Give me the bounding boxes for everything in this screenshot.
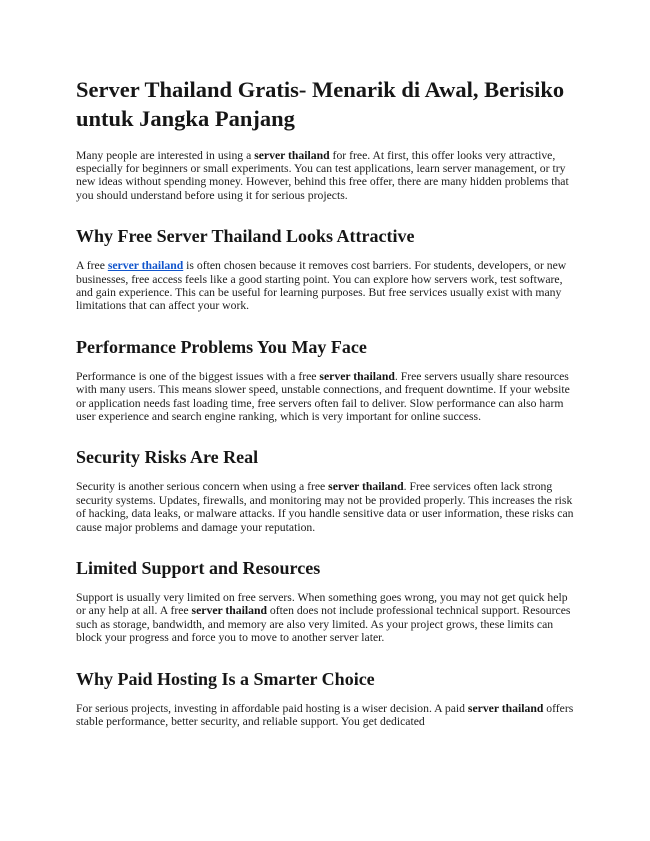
keyword-bold: server thailand <box>467 701 544 715</box>
paragraph-text: for free. At first, this offer looks very attractive, especially for beginners or small experiments. You can test applications, learn server management, or try new ideas without spending money. However, behind this free offer, there are many hidden problems that you should understand before using it for serious projects. <box>76 148 569 202</box>
keyword-bold: server thailand <box>319 369 395 383</box>
section-paragraph <box>76 370 576 424</box>
paragraph-text: A free <box>76 259 108 273</box>
section-heading-security: Security Risks Are Real <box>76 447 259 468</box>
intro-paragraph <box>76 149 576 203</box>
section-paragraph <box>76 591 576 645</box>
section-heading-paid-hosting: Why Paid Hosting Is a Smarter Choice <box>76 668 375 689</box>
section-heading-support: Limited Support and Resources <box>76 558 321 578</box>
page-title: Server Thailand Gratis- Menarik di Awal, Berisiko untuk Jangka Panjang <box>76 77 565 132</box>
paragraph-text: often does not include professional technical support. Resources such as storage, bandwidth, and memory are also very limited. As your project grows, these limits can block your progress and force you to move to another server later. <box>76 604 571 645</box>
keyword-bold: server thailand <box>254 148 330 162</box>
section-paragraph <box>76 259 576 313</box>
paragraph-text: Security is another serious concern when using a free <box>76 480 329 494</box>
paragraph-text: For serious projects, investing in affordable paid hosting is a wiser decision. A paid <box>76 701 468 715</box>
paragraph-text: . Free services often lack strong security systems. Updates, firewalls, and monitoring may not be provided properly. This increases the risk of hacking, data leaks, or malware attacks. If you handle sensitive data or user information, these risks can cause major problems and damage your reputation. <box>76 480 574 534</box>
section-paragraph <box>76 480 576 534</box>
paragraph-text: is often chosen because it removes cost barriers. For students, developers, or new businesses, free access feels like a good starting point. You can explore how servers work, test software, and gain experience. This can be useful for learning purposes. But free services usually exist with many limitations that can affect your work. <box>76 259 567 313</box>
keyword-bold: server thailand <box>328 480 404 494</box>
paragraph-text: Many people are interested in using a <box>76 148 255 162</box>
paragraph-text: offers stable performance, better security, and reliable support. You get dedicated <box>76 701 574 729</box>
keyword-bold: server thailand <box>191 604 267 618</box>
server-thailand-link[interactable]: server thailand <box>107 259 184 273</box>
section-paragraph <box>76 702 576 729</box>
section-heading-performance: Performance Problems You May Face <box>76 336 367 357</box>
paragraph-text: Support is usually very limited on free servers. When something goes wrong, you may not get quick help or any help at all. A free <box>76 591 568 618</box>
paragraph-text: Performance is one of the biggest issues with a free <box>76 369 320 383</box>
section-heading-attractive: Why Free Server Thailand Looks Attractive <box>76 226 415 247</box>
paragraph-text: . Free servers usually share resources with many users. This means slower speed, unstable connections, and frequent downtime. If your website or application needs fast loading time, free servers often fail to deliver. Slow performance can also harm user experience and search engine ranking, which is very important for online success. <box>76 369 570 423</box>
